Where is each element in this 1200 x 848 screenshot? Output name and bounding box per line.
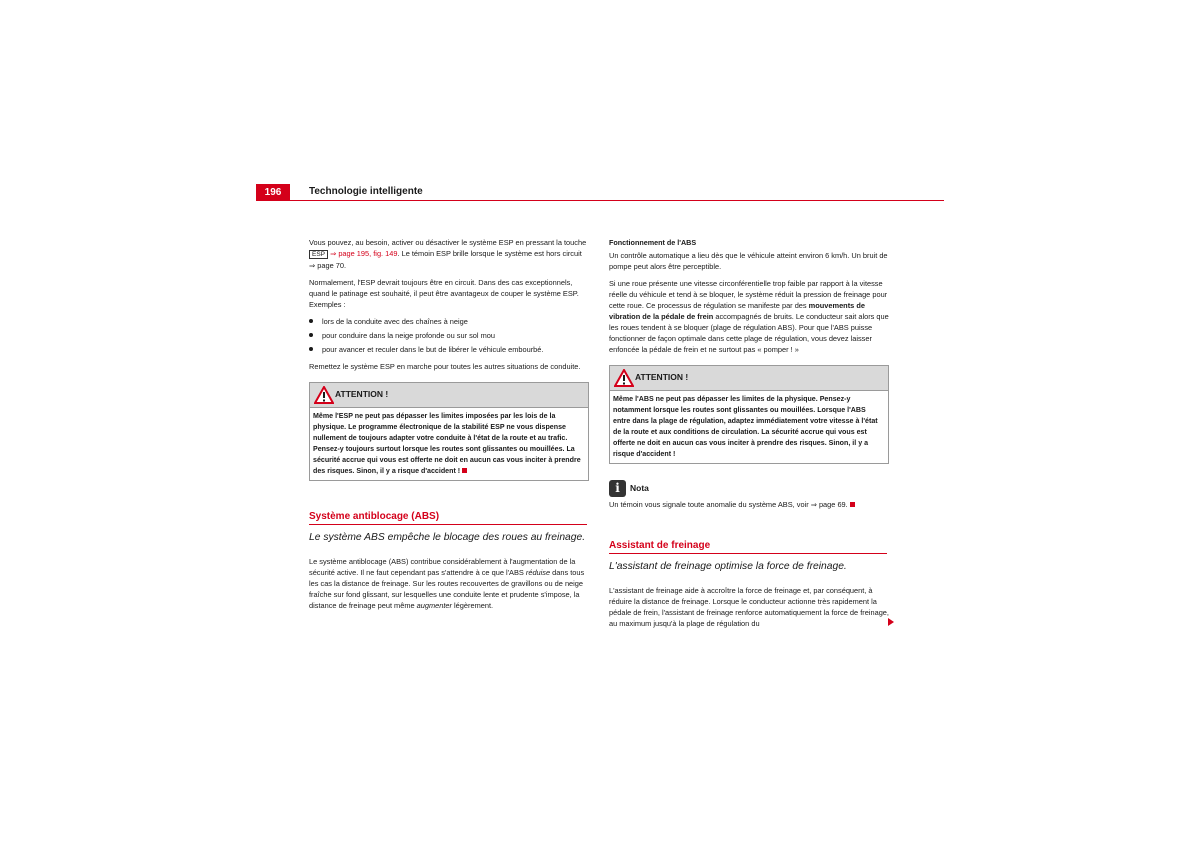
- bullet-icon: [309, 347, 313, 351]
- warning-title: ATTENTION !: [635, 372, 689, 382]
- abs-warning-box: [609, 365, 889, 464]
- warning-triangle-icon: [614, 369, 634, 387]
- esp-restore-paragraph: Remettez le système ESP en marche pour toutes les autres situations de conduite.: [309, 362, 581, 371]
- warning-body: Même l'ESP ne peut pas dépasser les limites imposées par les lois de la physique. Le programme électronique de la stabilité ESP ne vous dispense nullement de toujours adapter votre conduite à l'état de la route et au trafic. Pensez-y toujours surtout lorsque les routes sont glissantes ou mouillées. La sécurité accrue qui vous est offerte ne doit en aucun cas vous inciter à prendre des risques. Sinon, il y a risque d'accident !: [313, 412, 581, 475]
- warning-header: [610, 366, 888, 391]
- list-item: pour avancer et reculer dans le but de libérer le véhicule embourbé.: [309, 344, 589, 355]
- left-column: [309, 237, 589, 617]
- esp-normal-paragraph: Normalement, l'ESP devrait toujours être en circuit. Dans des cas exceptionnels, quand le patinage est souhaité, il peut être avantageux de couper le système ESP. Exemples :: [309, 278, 579, 309]
- page-number: 196: [256, 184, 290, 201]
- abs-function-heading: Fonctionnement de l'ABS: [609, 238, 697, 247]
- end-marker-icon: [462, 468, 467, 473]
- note-block: [609, 480, 889, 510]
- page-reference-link[interactable]: ⇒ page 195, fig. 149: [328, 249, 398, 258]
- examples-list: [309, 316, 589, 355]
- brake-assist-section-title: Assistant de freinage: [609, 540, 887, 554]
- brake-assist-lead: L'assistant de freinage optimise la force de freinage.: [609, 561, 847, 572]
- warning-body: Même l'ABS ne peut pas dépasser les limites de la physique. Pensez-y notamment lorsque les routes sont glissantes ou mouillées. Lorsque l'ABS entre dans la plage de régulation, adaptez immédiatement votre vitesse à l'état de la route et aux conditions de circulation. La sécurité accrue qui vous est offerte ne doit en aucun cas vous inciter à prendre des risques. Sinon, il y a risque d'accident !: [613, 395, 878, 458]
- bullet-icon: [309, 333, 313, 337]
- warning-triangle-icon: [314, 386, 334, 404]
- continue-arrow-icon: [888, 618, 894, 626]
- abs-lead: Le système ABS empêche le blocage des roues au freinage.: [309, 532, 586, 543]
- bullet-icon: [309, 319, 313, 323]
- abs-section-title: Système antiblocage (ABS): [309, 511, 587, 525]
- esp-key: ESP: [309, 250, 328, 259]
- esp-warning-box: [309, 382, 589, 481]
- note-text: Un témoin vous signale toute anomalie du système ABS, voir ⇒ page 69.: [609, 499, 889, 510]
- list-item: lors de la conduite avec des chaînes à neige: [309, 316, 589, 327]
- note-title: Nota: [630, 483, 649, 493]
- esp-toggle-paragraph: Vous pouvez, au besoin, activer ou désactiver le système ESP en pressant la touche ESP ⇒ page 195, fig. 149. Le témoin ESP brille lorsque le système est hors circuit ⇒ page 70.: [309, 238, 587, 270]
- warning-title: ATTENTION !: [335, 389, 389, 399]
- end-marker-icon: [850, 502, 855, 507]
- brake-assist-paragraph: L'assistant de freinage aide à accroître la force de freinage et, par conséquent, à réduire la distance de freinage. Lorsque le conducteur actionne très rapidement la pédale de frein, l'assistant de freinage renforce automatiquement la force de freinage, au maximum jusqu'à la plage de régulation du: [609, 586, 889, 628]
- list-item: pour conduire dans la neige profonde ou sur sol mou: [309, 330, 589, 341]
- abs-check-paragraph: Un contrôle automatique a lieu dès que le véhicule atteint environ 6 km/h. Un bruit de pompe peut alors être perceptible.: [609, 251, 888, 271]
- abs-regulation-paragraph: Si une roue présente une vitesse circonférentielle trop faible par rapport à la vitesse réelle du véhicule et tend à se bloquer, le système réduit la pression de freinage pour cette roue. Ce processus de régulation se manifeste par des mouvements de vibration de la pédale de frein accompagnés de bruits. Le conducteur sait alors que les roues tendent à se bloquer (plage de régulation ABS). Pour que l'ABS puisse fonctionner de façon optimale dans cette plage de régulation, vous devez laisser enfoncée la pédale de frein et ne surtout pas « pomper ! »: [609, 279, 889, 354]
- right-column: [609, 237, 889, 635]
- info-icon: i: [609, 480, 626, 497]
- header-rule: [256, 200, 944, 201]
- page-header: [256, 184, 944, 201]
- abs-intro-paragraph: Le système antiblocage (ABS) contribue considérablement à l'augmentation de la sécurité active. Il ne faut cependant pas s'attendre à ce que l'ABS réduise dans tous les cas la distance de freinage. Sur les routes recouvertes de gravillons ou de neige fraîche sur fond glissant, sur lesquelles une conduite lente et prudente s'impose, la distance de freinage peut même augmenter légèrement.: [309, 557, 585, 610]
- warning-header: [310, 383, 588, 408]
- running-title: Technologie intelligente: [309, 186, 423, 197]
